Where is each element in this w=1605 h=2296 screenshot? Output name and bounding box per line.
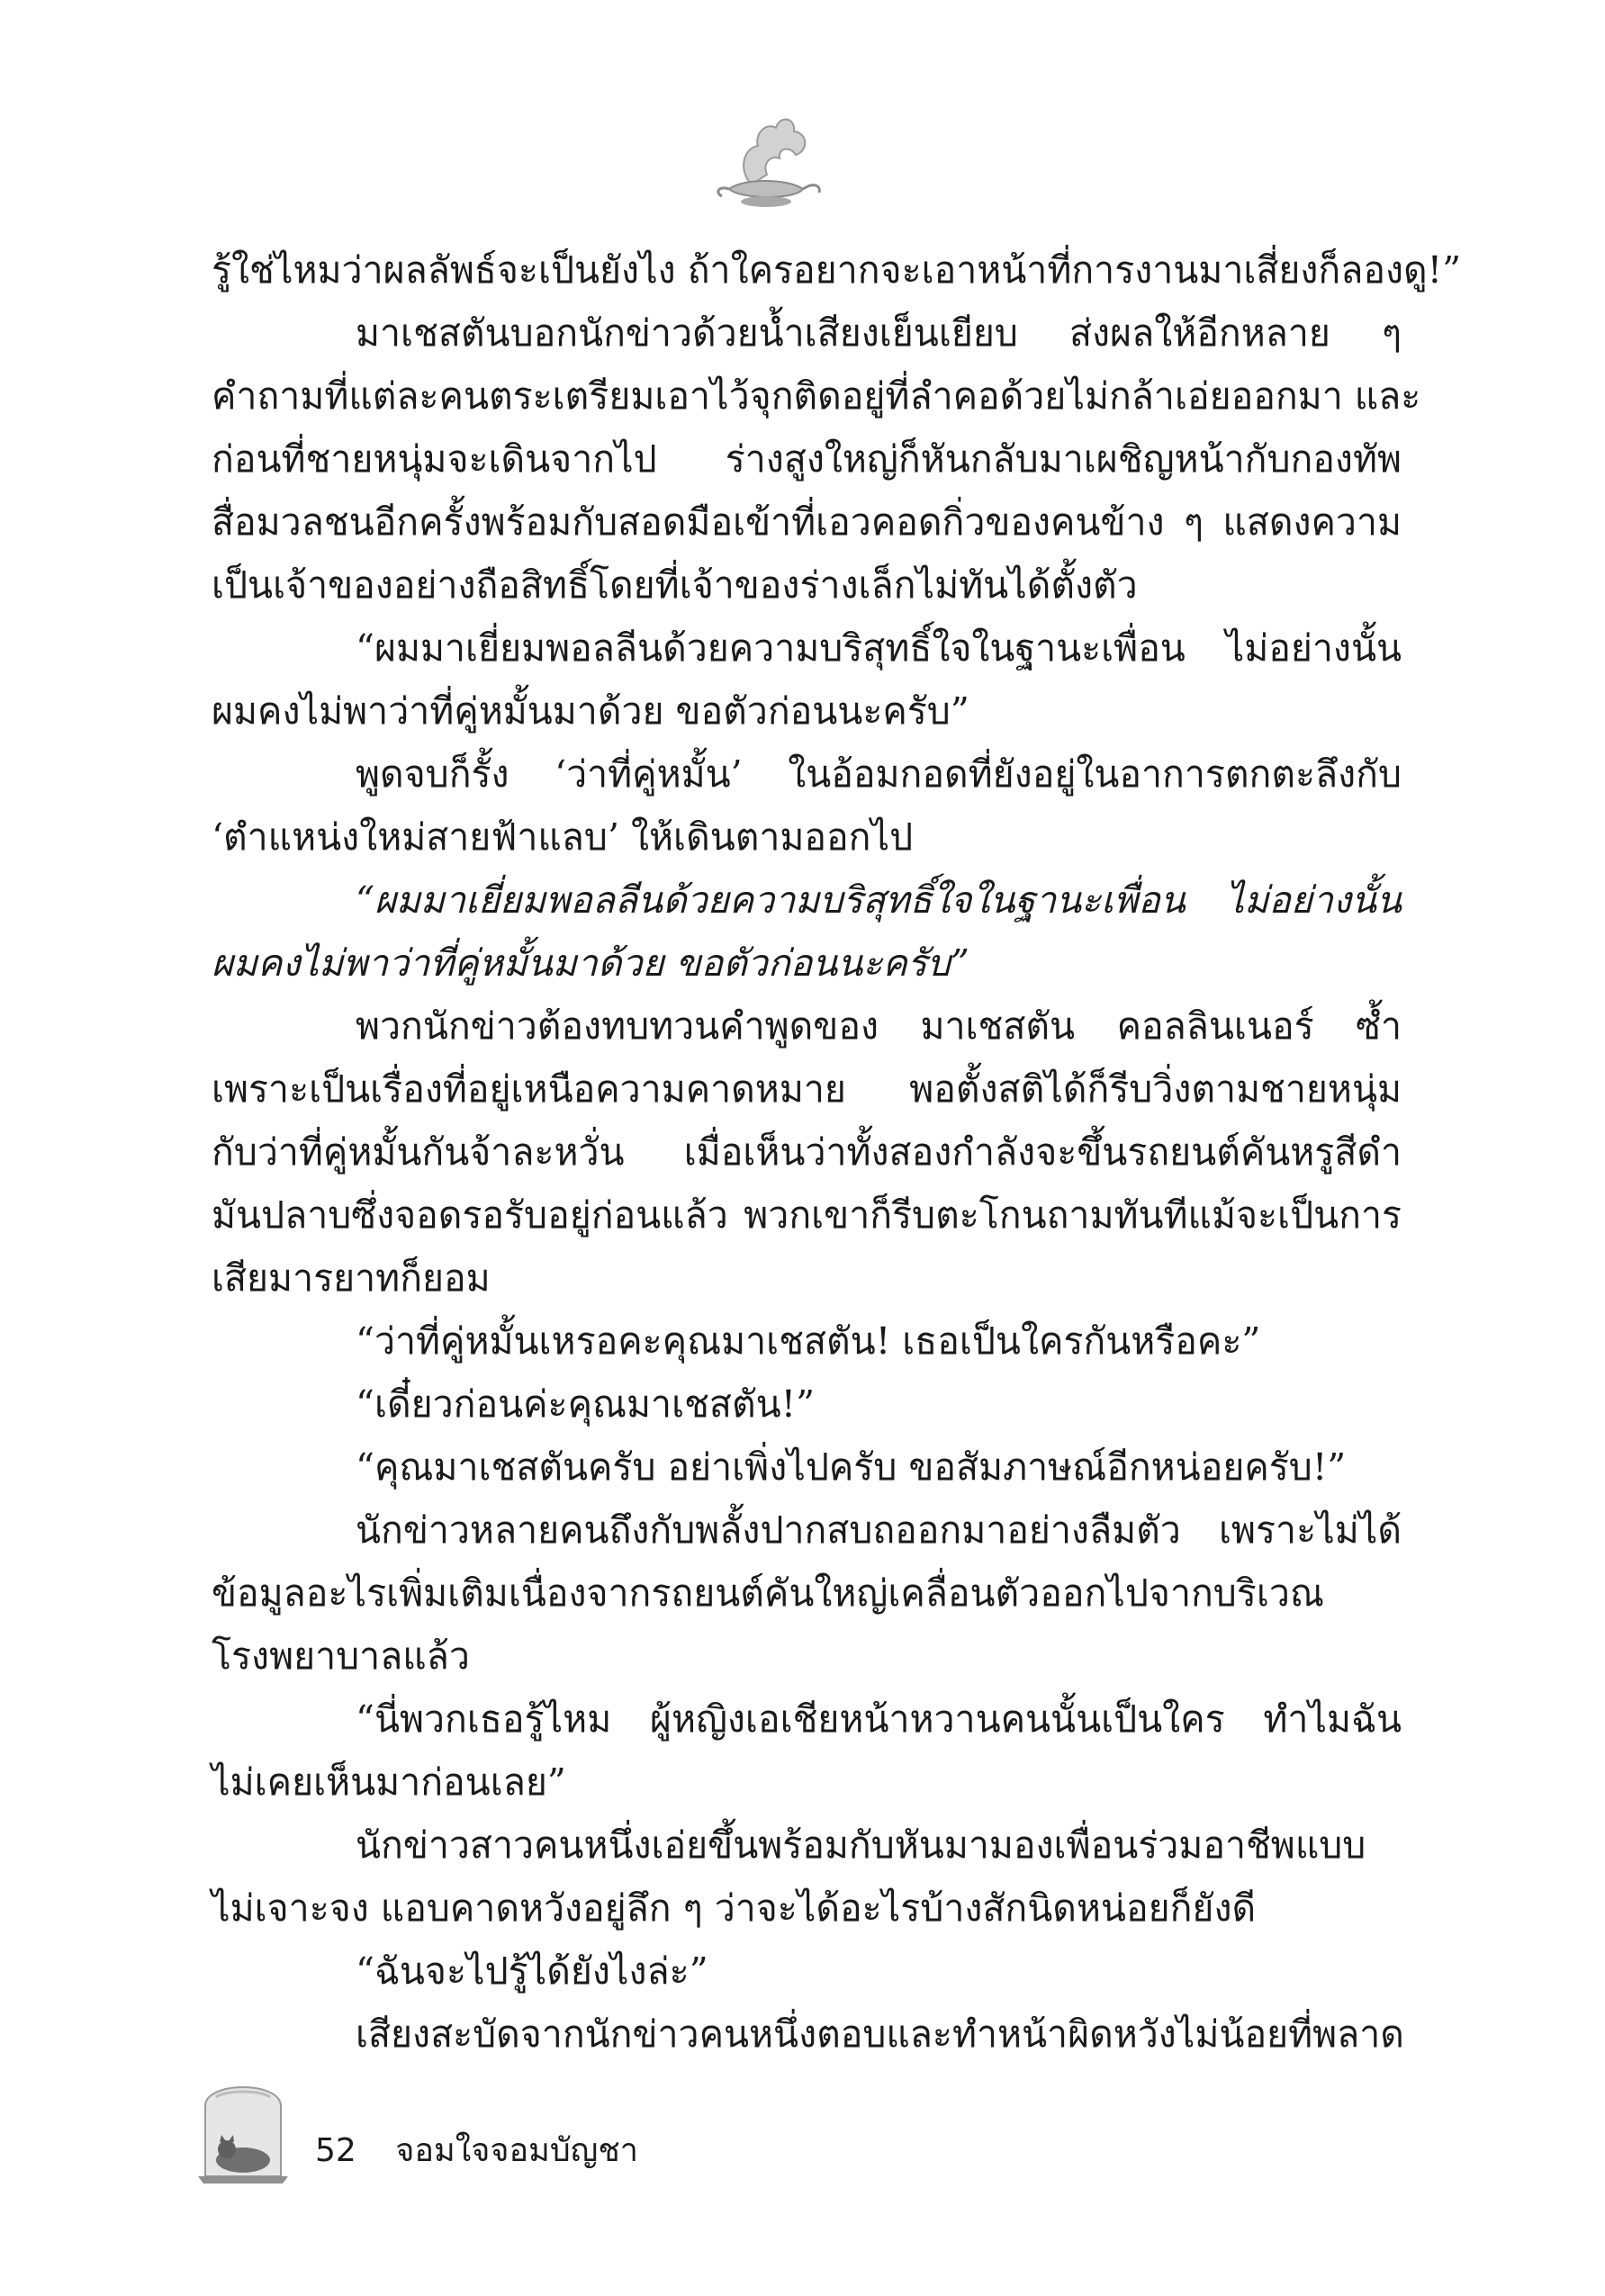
text-line: ไม่เคยเห็นมาก่อนเลย” (212, 1760, 566, 1804)
text-line: ข้อมูลอะไรเพิ่มเติมเนื่องจากรถยนต์คันใหญ่เคลื่อนตัวออกไปจากบริเวณ (212, 1571, 1324, 1615)
bell-jar-cat-icon (189, 2070, 297, 2187)
page-footer (315, 2124, 638, 2178)
text-line: “ผมมาเยี่ยมพอลลีนด้วยความบริสุทธิ์ใจในฐานะเพื่อน ไม่อย่างนั้น (356, 626, 1402, 670)
text-line: “เดี๋ยวก่อนค่ะคุณมาเชสตัน!” (356, 1382, 816, 1426)
text-line: เสียมารยาทก็ยอม (212, 1256, 491, 1300)
text-line: ไม่เจาะจง แอบคาดหวังอยู่ลึก ๆ ว่าจะได้อะไรบ้างสักนิดหน่อยก็ยังดี (212, 1886, 1257, 1930)
genie-lamp-icon (702, 99, 828, 225)
text-line: รู้ใช่ไหมว่าผลลัพธ์จะเป็นยังไง ถ้าใครอยากจะเอาหน้าที่การงานมาเสี่ยงก็ลองดู!” (212, 248, 1462, 292)
text-line: “ผมมาเยี่ยมพอลลีนด้วยความบริสุทธิ์ใจในฐานะเพื่อน ไม่อย่างนั้น (356, 878, 1402, 922)
text-line: ก่อนที่ชายหนุ่มจะเดินจากไป ร่างสูงใหญ่ก็หันกลับมาเผชิญหน้ากับกองทัพ (212, 437, 1402, 481)
text-line: เพราะเป็นเรื่องที่อยู่เหนือความคาดหมาย พอตั้งสติได้ก็รีบวิ่งตามชายหนุ่ม (212, 1067, 1402, 1111)
text-line: “ว่าที่คู่หมั้นเหรอคะคุณมาเชสตัน! เธอเป็นใครกันหรือคะ” (356, 1319, 1261, 1363)
text-line: “นี่พวกเธอรู้ไหม ผู้หญิงเอเชียหน้าหวานคนนั้นเป็นใคร ทำไมฉัน (356, 1697, 1402, 1741)
text-line: กับว่าที่คู่หมั้นกันจ้าละหวั่น เมื่อเห็นว่าทั้งสองกำลังจะขึ้นรถยนต์คันหรูสีดำ (212, 1130, 1402, 1174)
text-line: มาเชสตันบอกนักข่าวด้วยน้ำเสียงเย็นเยียบ ส่งผลให้อีกหลาย ๆ (356, 311, 1402, 355)
text-line: ผมคงไม่พาว่าที่คู่หมั้นมาด้วย ขอตัวก่อนนะครับ” (212, 689, 969, 733)
text-line: นักข่าวหลายคนถึงกับพลั้งปากสบถออกมาอย่างลืมตัว เพราะไม่ได้ (356, 1508, 1402, 1552)
page-number: 52 (315, 2132, 356, 2169)
text-line: ผมคงไม่พาว่าที่คู่หมั้นมาด้วย ขอตัวก่อนนะครับ” (212, 941, 969, 985)
text-line: ‘ตำแหน่งใหม่สายฟ้าแลบ’ ให้เดินตามออกไป (212, 815, 914, 859)
text-line: พูดจบก็รั้ง ‘ว่าที่คู่หมั้น’ ในอ้อมกอดที่ยังอยู่ในอาการตกตะลึงกับ (356, 752, 1402, 796)
book-title: จอมใจจอมบัญชา (395, 2132, 639, 2169)
text-line: เสียงสะบัดจากนักข่าวคนหนึ่งตอบและทำหน้าผิดหวังไม่น้อยที่พลาด (356, 2012, 1404, 2056)
text-line: สื่อมวลชนอีกครั้งพร้อมกับสอดมือเข้าที่เอวคอดกิ่วของคนข้าง ๆ แสดงความ (212, 500, 1402, 544)
text-line: นักข่าวสาวคนหนึ่งเอ่ยขึ้นพร้อมกับหันมามองเพื่อนร่วมอาชีพแบบ (356, 1823, 1366, 1867)
text-line: โรงพยาบาลแล้ว (212, 1634, 470, 1678)
text-line: เป็นเจ้าของอย่างถือสิทธิ์โดยที่เจ้าของร่างเล็กไม่ทันได้ตั้งตัว (212, 563, 1138, 607)
text-line: มันปลาบซึ่งจอดรอรับอยู่ก่อนแล้ว พวกเขาก็รีบตะโกนถามทันทีแม้จะเป็นการ (212, 1193, 1402, 1237)
text-line: พวกนักข่าวต้องทบทวนคำพูดของ มาเชสตัน คอลลินเนอร์ ซ้ำ (356, 1004, 1402, 1048)
text-line: “คุณมาเชสตันครับ อย่าเพิ่งไปครับ ขอสัมภาษณ์อีกหน่อยครับ!” (356, 1445, 1347, 1489)
text-line: คำถามที่แต่ละคนตระเตรียมเอาไว้จุกติดอยู่ที่ลำคอด้วยไม่กล้าเอ่ยออกมา และ (212, 374, 1421, 418)
text-line: “ฉันจะไปรู้ได้ยังไงล่ะ” (356, 1949, 708, 1993)
